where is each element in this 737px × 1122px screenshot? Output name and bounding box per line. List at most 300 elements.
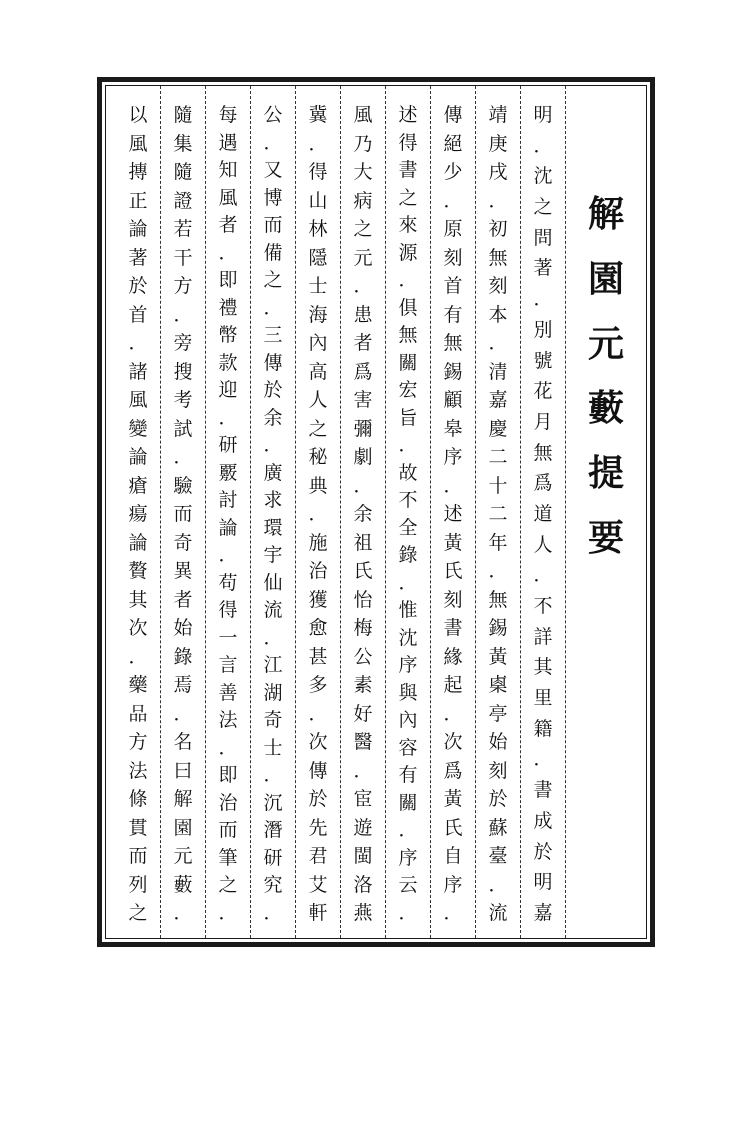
glyph: 氏 bbox=[443, 560, 463, 582]
glyph: 有 bbox=[443, 303, 463, 326]
glyph: 證 bbox=[173, 189, 193, 212]
page-frame bbox=[97, 77, 655, 947]
text-column bbox=[478, 104, 518, 924]
glyph: 治 bbox=[218, 791, 238, 814]
glyph: 隨 bbox=[173, 161, 193, 183]
glyph: 之 bbox=[218, 874, 238, 897]
glyph: 討 bbox=[218, 489, 238, 512]
glyph: 甚 bbox=[308, 645, 328, 668]
glyph: 園 bbox=[173, 816, 193, 839]
glyph: 元 bbox=[353, 246, 373, 269]
glyph: 無 bbox=[533, 441, 553, 464]
glyph: 曰 bbox=[173, 759, 193, 782]
glyph: 序 bbox=[398, 846, 418, 869]
glyph: 二 bbox=[488, 503, 508, 525]
glyph: 刻 bbox=[488, 275, 508, 297]
glyph: 論 bbox=[128, 218, 148, 240]
glyph: 正 bbox=[128, 189, 148, 212]
column-divider bbox=[475, 86, 476, 938]
glyph: 錫 bbox=[443, 360, 463, 383]
glyph: 本 bbox=[488, 303, 508, 326]
glyph: 之 bbox=[308, 417, 328, 440]
glyph: 刻 bbox=[443, 246, 463, 269]
glyph: 梅 bbox=[353, 617, 373, 639]
glyph: 旁 bbox=[173, 332, 193, 354]
glyph: 驗 bbox=[173, 474, 193, 497]
glyph: 異 bbox=[173, 560, 193, 582]
glyph: 隱 bbox=[308, 246, 328, 269]
glyph: 於 bbox=[533, 840, 553, 863]
text-column bbox=[298, 104, 338, 924]
glyph: 自 bbox=[443, 845, 463, 867]
glyph: 宇 bbox=[263, 544, 283, 567]
glyph: 錄 bbox=[398, 544, 418, 567]
glyph: 言 bbox=[218, 654, 238, 677]
glyph: ． bbox=[443, 189, 463, 212]
glyph: 序 bbox=[443, 873, 463, 896]
glyph: 筆 bbox=[218, 846, 238, 869]
glyph: 條 bbox=[128, 788, 148, 810]
glyph: 黃 bbox=[443, 788, 463, 810]
glyph: ． bbox=[308, 503, 328, 525]
glyph: ． bbox=[173, 303, 193, 326]
glyph: 全 bbox=[398, 516, 418, 539]
glyph: 即 bbox=[218, 269, 238, 292]
glyph: 海 bbox=[308, 303, 328, 326]
glyph: 蘇 bbox=[488, 816, 508, 839]
glyph: 諸 bbox=[128, 360, 148, 383]
glyph: 號 bbox=[533, 349, 553, 372]
glyph: 風 bbox=[353, 104, 373, 126]
glyph: 其 bbox=[128, 588, 148, 611]
glyph: 籍 bbox=[533, 717, 553, 740]
glyph: 園 bbox=[587, 257, 624, 300]
glyph: 列 bbox=[128, 873, 148, 896]
glyph: 之 bbox=[533, 196, 553, 219]
glyph: 故 bbox=[398, 461, 418, 484]
glyph: 士 bbox=[263, 736, 283, 759]
glyph: 俱 bbox=[398, 296, 418, 319]
glyph: 書 bbox=[398, 159, 418, 182]
glyph: 集 bbox=[173, 132, 193, 155]
glyph: ． bbox=[263, 434, 283, 457]
text-column bbox=[208, 104, 248, 924]
glyph: 著 bbox=[128, 246, 148, 269]
glyph: ． bbox=[398, 819, 418, 842]
glyph: 無 bbox=[398, 324, 418, 347]
glyph: 公 bbox=[353, 645, 373, 668]
column-divider bbox=[520, 86, 521, 938]
glyph: 贅 bbox=[128, 560, 148, 582]
inner-frame bbox=[105, 85, 647, 939]
glyph: 禮 bbox=[218, 296, 238, 319]
glyph: 研 bbox=[263, 846, 283, 869]
glyph: 考 bbox=[173, 389, 193, 411]
glyph: 迎 bbox=[218, 379, 238, 402]
glyph: 彌 bbox=[353, 417, 373, 440]
glyph: 秘 bbox=[308, 446, 328, 468]
glyph: 不 bbox=[533, 595, 553, 617]
glyph: 方 bbox=[128, 731, 148, 753]
glyph: 少 bbox=[443, 161, 463, 183]
glyph: 洛 bbox=[353, 873, 373, 896]
glyph: 黃 bbox=[443, 531, 463, 554]
glyph: 求 bbox=[263, 489, 283, 512]
glyph: 知 bbox=[218, 159, 238, 182]
glyph: 論 bbox=[128, 446, 148, 468]
glyph: 論 bbox=[128, 531, 148, 554]
glyph: 江 bbox=[263, 654, 283, 677]
glyph: 備 bbox=[263, 241, 283, 264]
glyph: 沈 bbox=[398, 626, 418, 649]
glyph: 怡 bbox=[353, 588, 373, 611]
glyph: 害 bbox=[353, 389, 373, 411]
glyph: ． bbox=[263, 764, 283, 787]
glyph: 摶 bbox=[128, 161, 148, 183]
column-divider bbox=[295, 86, 296, 938]
glyph: 氏 bbox=[353, 560, 373, 582]
glyph: 與 bbox=[398, 681, 418, 704]
glyph: 惟 bbox=[398, 599, 418, 622]
glyph: ． bbox=[443, 474, 463, 497]
glyph: 月 bbox=[533, 410, 553, 433]
text-column bbox=[388, 104, 428, 924]
glyph: 公 bbox=[263, 104, 283, 126]
glyph: 遊 bbox=[353, 816, 373, 839]
glyph: 傳 bbox=[308, 759, 328, 782]
glyph: 閩 bbox=[353, 845, 373, 867]
glyph: 林 bbox=[308, 218, 328, 240]
glyph: 得 bbox=[398, 131, 418, 154]
glyph: 研 bbox=[218, 434, 238, 457]
glyph: 善 bbox=[218, 681, 238, 704]
text-column bbox=[433, 104, 473, 924]
glyph: 風 bbox=[128, 132, 148, 155]
glyph: 宏 bbox=[398, 379, 418, 402]
glyph: 冀 bbox=[308, 104, 328, 126]
column-divider bbox=[250, 86, 251, 938]
glyph: ． bbox=[173, 902, 193, 924]
glyph: 源 bbox=[398, 241, 418, 264]
glyph: ． bbox=[218, 544, 238, 567]
glyph: 試 bbox=[173, 417, 193, 440]
glyph: 風 bbox=[218, 186, 238, 209]
glyph: ． bbox=[533, 564, 553, 587]
glyph: 道 bbox=[533, 502, 553, 525]
column-divider bbox=[160, 86, 161, 938]
glyph: ． bbox=[398, 269, 418, 292]
glyph: 二 bbox=[488, 446, 508, 468]
glyph: 初 bbox=[488, 218, 508, 240]
glyph: 解 bbox=[173, 788, 193, 810]
glyph: 劇 bbox=[353, 446, 373, 468]
glyph: 奇 bbox=[263, 709, 283, 732]
glyph: 不 bbox=[398, 489, 418, 512]
text-column bbox=[523, 104, 563, 924]
glyph: 首 bbox=[443, 275, 463, 297]
column-divider bbox=[430, 86, 431, 938]
glyph: ． bbox=[443, 702, 463, 725]
glyph: 來 bbox=[398, 214, 418, 237]
glyph: 傳 bbox=[443, 104, 463, 126]
column-divider bbox=[385, 86, 386, 938]
glyph: 云 bbox=[398, 874, 418, 897]
glyph: 嘉 bbox=[488, 389, 508, 411]
glyph: 者 bbox=[173, 588, 193, 611]
glyph: 患 bbox=[353, 303, 373, 326]
glyph: ． bbox=[263, 626, 283, 649]
column-divider bbox=[340, 86, 341, 938]
glyph: 仙 bbox=[263, 571, 283, 594]
glyph: 庚 bbox=[488, 132, 508, 155]
glyph: 慶 bbox=[488, 417, 508, 440]
glyph: 干 bbox=[173, 246, 193, 269]
glyph: 即 bbox=[218, 764, 238, 787]
glyph: 士 bbox=[308, 275, 328, 297]
glyph: 詳 bbox=[533, 625, 553, 648]
glyph: ． bbox=[533, 134, 553, 157]
glyph: ． bbox=[263, 901, 283, 924]
glyph: 每 bbox=[218, 104, 238, 126]
glyph: 之 bbox=[398, 186, 418, 209]
glyph: 首 bbox=[128, 303, 148, 326]
glyph: 愈 bbox=[308, 617, 328, 639]
glyph: 始 bbox=[173, 617, 193, 639]
glyph: 君 bbox=[308, 845, 328, 867]
glyph: 款 bbox=[218, 351, 238, 374]
glyph: 得 bbox=[308, 161, 328, 183]
glyph: ． bbox=[398, 571, 418, 594]
glyph: 病 bbox=[353, 189, 373, 212]
glyph: ． bbox=[353, 759, 373, 782]
glyph: 別 bbox=[533, 318, 553, 341]
glyph: 流 bbox=[488, 902, 508, 924]
glyph: 清 bbox=[488, 360, 508, 383]
glyph: ． bbox=[488, 189, 508, 212]
text-column bbox=[343, 104, 383, 924]
glyph: 靖 bbox=[488, 104, 508, 126]
glyph: 名 bbox=[173, 731, 193, 753]
glyph: 多 bbox=[308, 674, 328, 696]
glyph: ． bbox=[128, 645, 148, 668]
glyph: 一 bbox=[218, 626, 238, 649]
glyph: 傳 bbox=[263, 351, 283, 374]
glyph: 變 bbox=[128, 417, 148, 440]
glyph: 序 bbox=[443, 446, 463, 468]
glyph: 沈 bbox=[533, 165, 553, 188]
glyph: 好 bbox=[353, 702, 373, 725]
glyph: 先 bbox=[308, 816, 328, 839]
glyph: 㮚 bbox=[488, 674, 508, 696]
glyph: 亭 bbox=[488, 702, 508, 725]
glyph: 而 bbox=[218, 819, 238, 842]
glyph: 於 bbox=[488, 788, 508, 810]
glyph: 述 bbox=[398, 104, 418, 126]
glyph: 無 bbox=[488, 246, 508, 269]
glyph: 余 bbox=[263, 406, 283, 429]
glyph: ． bbox=[353, 474, 373, 497]
text-column bbox=[118, 104, 158, 924]
glyph: 湖 bbox=[263, 681, 283, 704]
glyph: 次 bbox=[128, 617, 148, 639]
glyph: ． bbox=[398, 901, 418, 924]
glyph: ． bbox=[398, 434, 418, 457]
glyph: 人 bbox=[533, 533, 553, 556]
glyph: ． bbox=[263, 131, 283, 154]
glyph: 素 bbox=[353, 674, 373, 696]
glyph: 次 bbox=[308, 731, 328, 753]
glyph: 刻 bbox=[488, 759, 508, 782]
glyph: 艾 bbox=[308, 873, 328, 896]
glyph: 者 bbox=[353, 332, 373, 354]
glyph: ． bbox=[488, 332, 508, 354]
glyph: ． bbox=[218, 241, 238, 264]
glyph: 要 bbox=[587, 516, 624, 559]
glyph: 於 bbox=[263, 379, 283, 402]
glyph: 原 bbox=[443, 218, 463, 240]
glyph: 解 bbox=[587, 193, 624, 235]
glyph: 若 bbox=[173, 218, 193, 240]
glyph: 得 bbox=[218, 599, 238, 622]
glyph: 貫 bbox=[128, 816, 148, 839]
glyph: 醫 bbox=[353, 731, 373, 753]
glyph: 元 bbox=[173, 845, 193, 867]
glyph: 而 bbox=[263, 214, 283, 237]
glyph: 書 bbox=[443, 617, 463, 639]
glyph: 氏 bbox=[443, 816, 463, 839]
glyph: 人 bbox=[308, 389, 328, 411]
glyph: 緣 bbox=[443, 645, 463, 668]
glyph: 山 bbox=[308, 189, 328, 212]
glyph: 而 bbox=[173, 503, 193, 525]
glyph: ． bbox=[263, 296, 283, 319]
glyph: 乃 bbox=[353, 132, 373, 155]
glyph: 十 bbox=[488, 474, 508, 497]
glyph: ． bbox=[443, 902, 463, 924]
glyph: 流 bbox=[263, 599, 283, 622]
glyph: 風 bbox=[128, 389, 148, 411]
glyph: ． bbox=[218, 901, 238, 924]
glyph: 里 bbox=[533, 687, 553, 710]
glyph: 典 bbox=[308, 474, 328, 497]
glyph: 又 bbox=[263, 159, 283, 182]
glyph: 治 bbox=[308, 560, 328, 582]
glyph: 於 bbox=[128, 275, 148, 297]
glyph: 明 bbox=[533, 871, 553, 894]
glyph: 問 bbox=[533, 226, 553, 249]
glyph: 博 bbox=[263, 186, 283, 209]
glyph: 之 bbox=[128, 902, 148, 924]
glyph: 有 bbox=[398, 764, 418, 787]
column-divider bbox=[205, 86, 206, 938]
glyph: 刻 bbox=[443, 588, 463, 611]
glyph: 軒 bbox=[308, 902, 328, 924]
glyph: 絕 bbox=[443, 132, 463, 155]
glyph: 著 bbox=[533, 257, 553, 280]
glyph: 潛 bbox=[263, 819, 283, 842]
glyph: ． bbox=[173, 446, 193, 468]
glyph: 次 bbox=[443, 731, 463, 753]
glyph: 苟 bbox=[218, 571, 238, 594]
glyph: 法 bbox=[218, 709, 238, 732]
column-divider bbox=[565, 86, 566, 938]
glyph: 黃 bbox=[488, 645, 508, 668]
glyph: 臺 bbox=[488, 845, 508, 867]
glyph: 覈 bbox=[218, 461, 238, 484]
glyph: 序 bbox=[398, 654, 418, 677]
glyph: 奇 bbox=[173, 531, 193, 554]
glyph: 環 bbox=[263, 516, 283, 539]
glyph: 關 bbox=[398, 791, 418, 814]
glyph: 之 bbox=[353, 218, 373, 240]
glyph: 起 bbox=[443, 674, 463, 696]
glyph: 爲 bbox=[443, 759, 463, 782]
glyph: 內 bbox=[308, 332, 328, 354]
glyph: 內 bbox=[398, 709, 418, 732]
glyph: 旨 bbox=[398, 406, 418, 429]
glyph: 幣 bbox=[218, 324, 238, 347]
glyph: 品 bbox=[128, 702, 148, 725]
glyph: 沉 bbox=[263, 791, 283, 814]
glyph: ． bbox=[488, 560, 508, 582]
glyph: ． bbox=[533, 748, 553, 771]
glyph: ． bbox=[173, 702, 193, 725]
glyph: 瘡 bbox=[128, 474, 148, 497]
glyph: 隨 bbox=[173, 104, 193, 126]
glyph: 方 bbox=[173, 275, 193, 297]
glyph: 焉 bbox=[173, 674, 193, 696]
glyph: 述 bbox=[443, 503, 463, 525]
glyph: 嘉 bbox=[533, 901, 553, 924]
glyph: 宦 bbox=[353, 788, 373, 810]
glyph: 戌 bbox=[488, 161, 508, 183]
glyph: 元 bbox=[587, 322, 624, 365]
glyph: 瘍 bbox=[128, 503, 148, 525]
glyph: ． bbox=[218, 406, 238, 429]
glyph: 者 bbox=[218, 214, 238, 237]
glyph: ． bbox=[488, 873, 508, 896]
glyph: 以 bbox=[128, 104, 148, 126]
glyph: 高 bbox=[308, 360, 328, 383]
glyph: 花 bbox=[533, 380, 553, 403]
glyph: ． bbox=[533, 288, 553, 311]
glyph: 祖 bbox=[353, 531, 373, 554]
glyph: 余 bbox=[353, 503, 373, 525]
glyph: 錫 bbox=[488, 617, 508, 639]
text-column bbox=[163, 104, 203, 924]
glyph: ． bbox=[308, 132, 328, 155]
page-title bbox=[576, 193, 636, 559]
glyph: 而 bbox=[128, 845, 148, 867]
glyph: 成 bbox=[533, 809, 553, 832]
glyph: 提 bbox=[587, 452, 624, 495]
glyph: 關 bbox=[398, 351, 418, 374]
glyph: 其 bbox=[533, 656, 553, 679]
glyph: 爲 bbox=[353, 360, 373, 383]
glyph: 之 bbox=[263, 269, 283, 292]
glyph: 搜 bbox=[173, 360, 193, 383]
glyph: ． bbox=[308, 702, 328, 725]
glyph: 無 bbox=[443, 332, 463, 354]
glyph: ． bbox=[218, 736, 238, 759]
glyph: 藪 bbox=[173, 873, 193, 896]
glyph: 始 bbox=[488, 731, 508, 753]
glyph: ． bbox=[128, 332, 148, 354]
glyph: 獲 bbox=[308, 588, 328, 611]
glyph: 藪 bbox=[587, 387, 624, 430]
glyph: 廣 bbox=[263, 461, 283, 484]
text-column bbox=[253, 104, 293, 924]
